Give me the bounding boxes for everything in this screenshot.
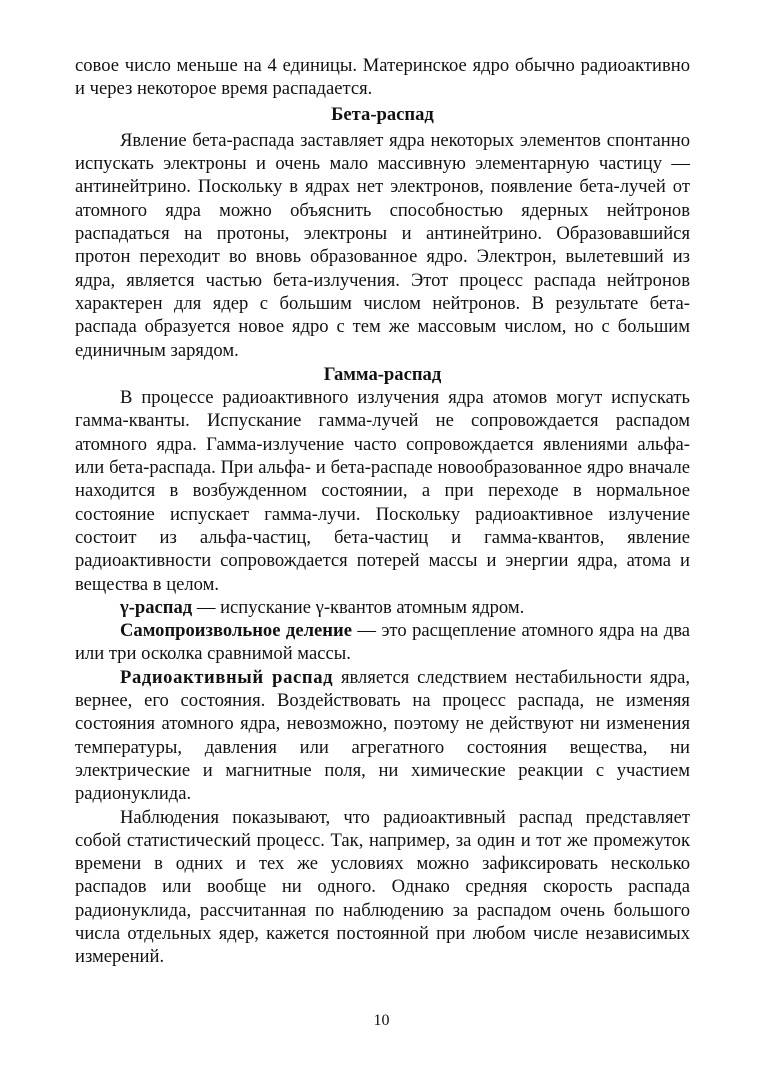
page-number: 10: [373, 1012, 390, 1029]
fission-definition-term: Самопроизвольное деление: [120, 620, 352, 642]
beta-decay-paragraph: Явление бета-распада заставляет ядра некоторых элементов спонтанно испускать электроны и очень мало массивную элементарную частицу — антинейтрино. Поскольку в ядрах нет электронов, появление бета-лучей от атомного ядра можно объяснить способностью ядерных нейтронов распадаться на протоны, электроны и антинейтрино. Образовавшийся протон переходит во вновь образованное ядро. Электрон, вылетевший из ядра, является частью бета-излучения. Этот процесс распада нейтронов характерен для ядер с большим числом нейтронов. В результате бета-распада образуется новое ядро с тем же массовым числом, но с большим единичным зарядом.: [75, 129, 690, 361]
radioactive-decay-paragraph: [75, 666, 690, 806]
gamma-decay-heading: Гамма-распад: [323, 363, 442, 385]
observation-paragraph: Наблюдения показывают, что радиоактивный распад представляет собой статистический процесс. Так, например, за один и тот же промежуток времени в одних и тех же условиях можно зафиксировать несколько распадов или вообще ни одного. Однако средняя скорость распада радионуклида, рассчитанная по наблюдению за распадом очень большого числа отдельных ядер, кажется постоянной при любом числе независимых измерений.: [75, 806, 690, 968]
gamma-definition-term: γ-распад: [120, 596, 193, 618]
fission-definition-text: — это расщепление атомного ядра на два или три осколка сравнимой массы.: [75, 620, 690, 665]
radioactive-decay-term: Радиоактивный распад: [120, 666, 334, 688]
fission-definition-paragraph: [75, 619, 690, 666]
document-page: [75, 54, 690, 969]
gamma-definition-paragraph: [75, 596, 690, 619]
gamma-decay-paragraph: В процессе радиоактивного излучения ядра атомов могут испускать гамма-кванты. Испускание гамма-лучей не сопровождается распадом атомного ядра. Гамма-излучение часто сопровождается явлениями альфа- или бета-распада. При альфа- и бета-распаде новообразованное ядро вначале находится в возбужденном состоянии, а при переходе в нормальное состояние испускает гамма-лучи. Поскольку радиоактивное излучение состоит из альфа-частиц, бета-частиц и гамма-квантов, явление радиоактивности сопровождается потерей массы и энергии ядра, атома и вещества в целом.: [75, 387, 690, 595]
beta-decay-heading: Бета-распад: [331, 103, 434, 125]
gamma-definition-text: — испускание γ-квантов атомным ядром.: [192, 596, 525, 618]
radioactive-decay-text: является следствием нестабильности ядра, вернее, его состояния. Воздействовать на процесс распада, не изменяя состояния атомного ядра, невозможно, поэтому не действуют ни изменения температуры, давления или агрегатного состояния вещества, ни электрические и магнитные поля, ни химические реакции с участием радионуклида.: [75, 666, 690, 805]
intro-paragraph: совое число меньше на 4 единицы. Материнское ядро обычно радиоактивно и через некоторое время распадается.: [75, 55, 690, 100]
